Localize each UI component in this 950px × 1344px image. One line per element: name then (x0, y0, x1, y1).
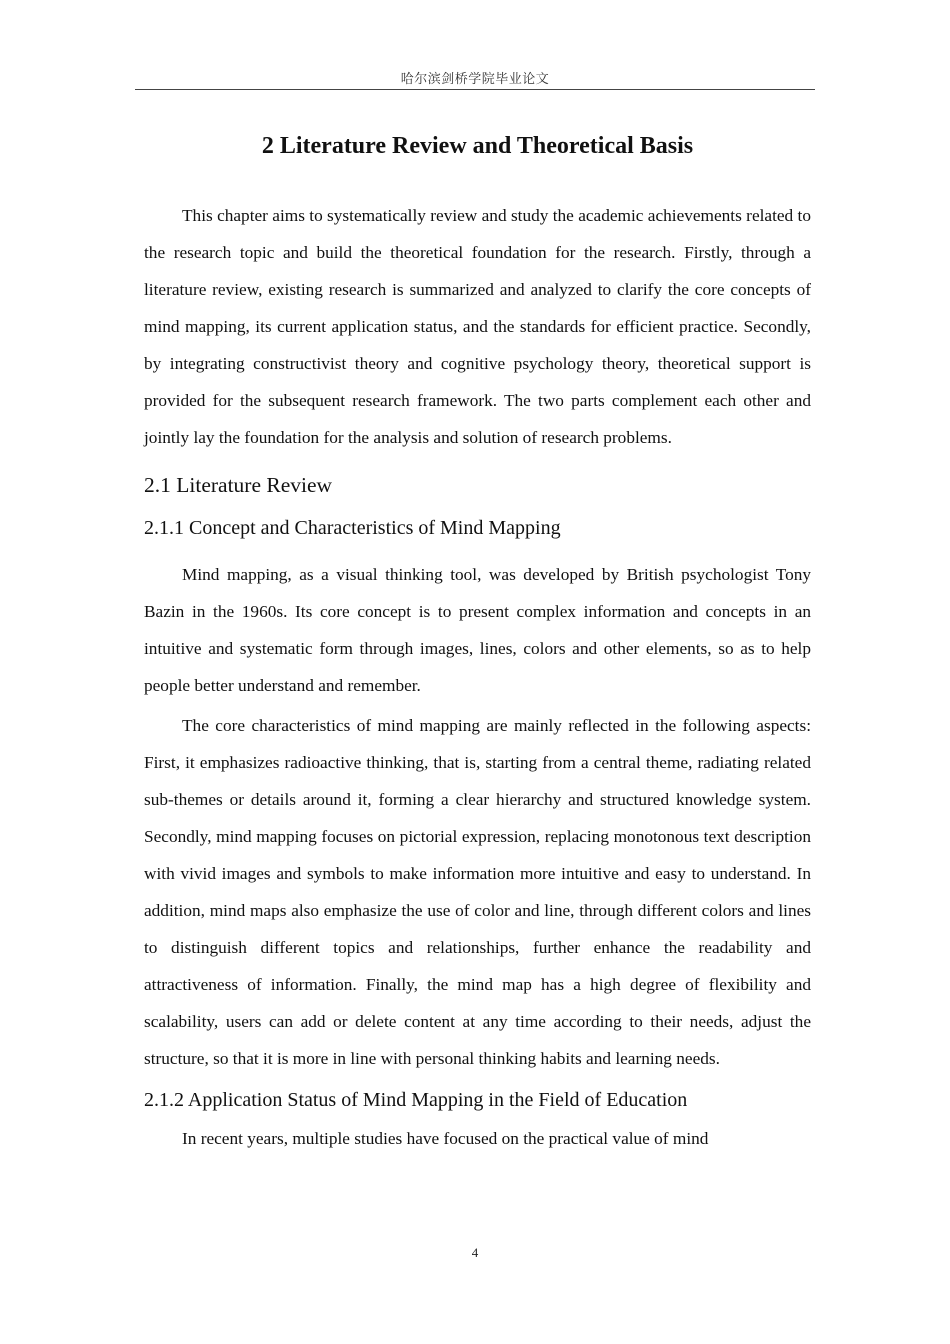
header-rule (135, 89, 815, 90)
paragraph-characteristics: The core characteristics of mind mapping are mainly reflected in the following aspects: First, it emphasizes radioactive thinking, that is, starting from a central theme, radiating related sub-themes or details around it, forming a clear hierarchy and structured knowledge system. Secondly, mind mapping focuses on pictorial expression, replacing monotonous text description with vivid images and symbols to make information more intuitive and easy to understand. In addition, mind maps also emphasize the use of color and line, through different colors and lines to distinguish different topics and relationships, further enhance the readability and attractiveness of information. Finally, the mind map has a high degree of flexibility and scalability, users can add or delete content at any time according to their needs, adjust the structure, so that it is more in line with personal thinking habits and learning needs. (144, 716, 811, 1068)
running-header: 哈尔滨剑桥学院毕业论文 (400, 72, 550, 87)
chapter-intro-paragraph: This chapter aims to systematically review and study the academic achievements related to the research topic and build the theoretical foundation for the research. Firstly, through a literature review, existing research is summarized and analyzed to clarify the core concepts of mind mapping, its current application status, and the standards for efficient practice. Secondly, by integrating constructivist theory and cognitive psychology theory, theoretical support is provided for the subsequent research framework. The two parts complement each other and jointly lay the foundation for the analysis and solution of research problems. (144, 206, 811, 447)
subsection-heading-2-1-1: 2.1.1 Concept and Characteristics of Mind Mapping (144, 517, 561, 539)
section-heading-2-1: 2.1 Literature Review (144, 473, 333, 497)
page-number: 4 (471, 1245, 479, 1260)
subsection-heading-2-1-2: 2.1.2 Application Status of Mind Mapping in the Field of Education (144, 1089, 688, 1111)
page-body (144, 126, 811, 1157)
paragraph-application-status: In recent years, multiple studies have focused on the practical value of mind (182, 1129, 709, 1148)
paragraph-concept: Mind mapping, as a visual thinking tool, was developed by British psychologist Tony Bazin in the 1960s. Its core concept is to present complex information and concepts in an intuitive and systematic form through images, lines, colors and other elements, so as to help people better understand and remember. (144, 565, 811, 695)
chapter-title: 2 Literature Review and Theoretical Basis (261, 133, 694, 159)
